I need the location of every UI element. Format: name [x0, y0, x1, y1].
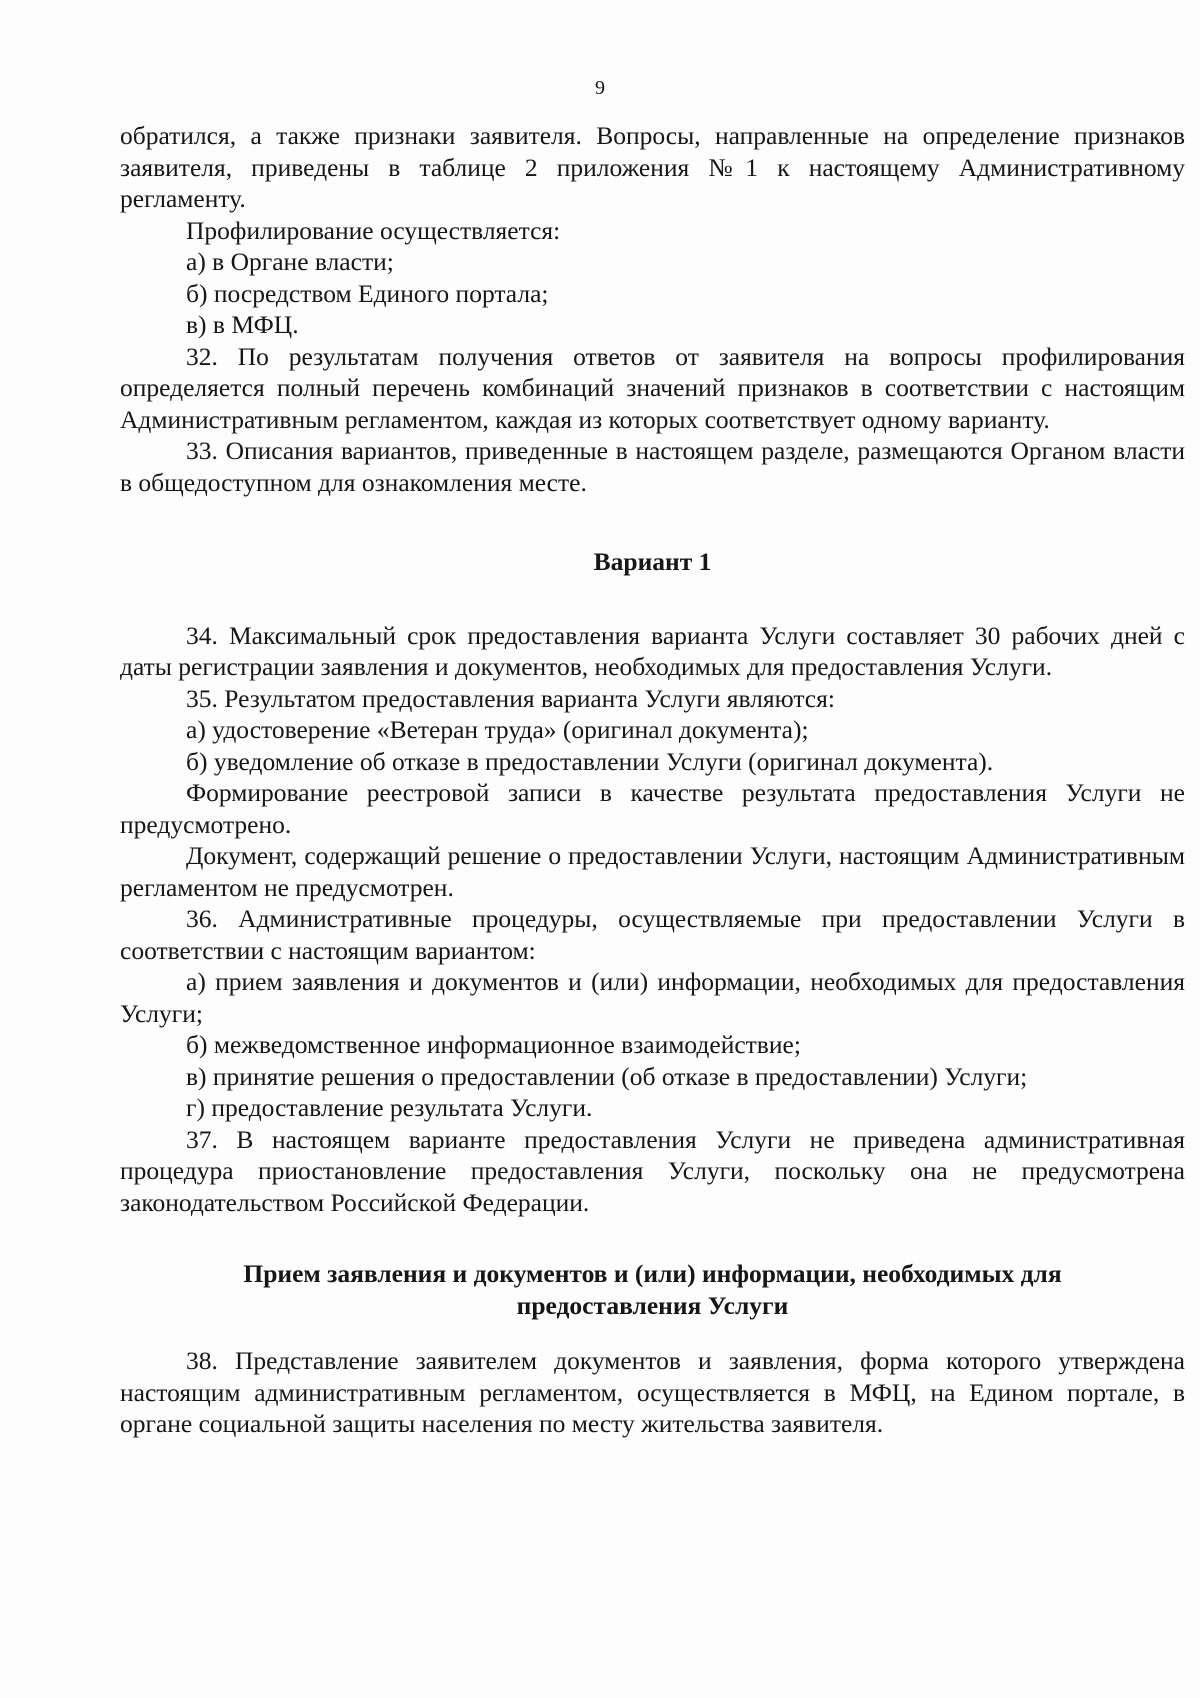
paragraph-36: 36. Административные процедуры, осуществляемые при предоставлении Услуги в соответствии с настоящим вариантом: — [120, 904, 1185, 965]
paragraph-profiling-intro: Профилирование осуществляется: — [186, 215, 561, 245]
paragraph-37: 37. В настоящем варианте предоставления Услуги не приведена административная процедура приостановление предоставления Услуги, поскольку она не предусмотрена законодательством Российской Федерации. — [120, 1124, 1185, 1217]
heading-section-reception: Прием заявления и документов и (или) информации, необходимых для предоставления Услуги — [243, 1259, 1062, 1320]
document-body — [120, 120, 1185, 1440]
paragraph-33: 33. Описания вариантов, приведенные в настоящем разделе, размещаются Органом власти в общедоступном для ознакомления месте. — [120, 436, 1185, 497]
paragraph-38: 38. Представление заявителем документов и заявления, форма которого утверждена настоящим административным регламентом, осуществляется в МФЦ, на Едином портале, в органе социальной защиты населения по месту жительства заявителя. — [120, 1346, 1185, 1438]
page-number: 9 — [595, 77, 605, 99]
list-item-procedure-c: в) принятие решения о предоставлении (об отказе в предоставлении) Услуги; — [186, 1061, 1028, 1091]
list-item-procedure-a: а) прием заявления и документов и (или) информации, необходимых для предоставления Услуги; — [120, 967, 1185, 1028]
paragraph-32: 32. По результатам получения ответов от заявителя на вопросы профилирования определяется полный перечень комбинаций значений признаков в соответствии с настоящим Административным регламентом, каждая из которых соответствует одному варианту. — [120, 341, 1185, 434]
paragraph-registry-record: Формирование реестровой записи в качестве результата предоставления Услуги не предусмотрено. — [120, 778, 1185, 839]
list-item-result-a: а) удостоверение «Ветеран труда» (оригинал документа); — [186, 715, 809, 744]
paragraph-35: 35. Результатом предоставления варианта Услуги являются: — [186, 683, 835, 713]
list-item-profiling-c: в) в МФЦ. — [186, 310, 299, 339]
paragraph-applicant-features: обратился, а также признаки заявителя. Вопросы, направленные на определение признаков заявителя, приведены в таблице 2 приложения №1 к настоящему Административному регламенту. — [120, 121, 1185, 213]
paragraph-34: 34. Максимальный срок предоставления варианта Услуги составляет 30 рабочих дней с даты регистрации заявления и документов, необходимых для предоставления Услуги. — [120, 620, 1185, 681]
list-item-procedure-d: г) предоставление результата Услуги. — [186, 1093, 593, 1122]
list-item-result-b: б) уведомление об отказе в предоставлении Услуги (оригинал документа). — [186, 746, 994, 776]
list-item-profiling-b: б) посредством Единого портала; — [186, 278, 549, 308]
heading-variant-1: Вариант 1 — [593, 547, 712, 576]
list-item-procedure-b: б) межведомственное информационное взаимодействие; — [186, 1030, 801, 1059]
paragraph-decision-document: Документ, содержащий решение о предоставлении Услуги, настоящим Административным регламентом не предусмотрен. — [120, 841, 1185, 902]
list-item-profiling-a: а) в Органе власти; — [186, 247, 394, 276]
